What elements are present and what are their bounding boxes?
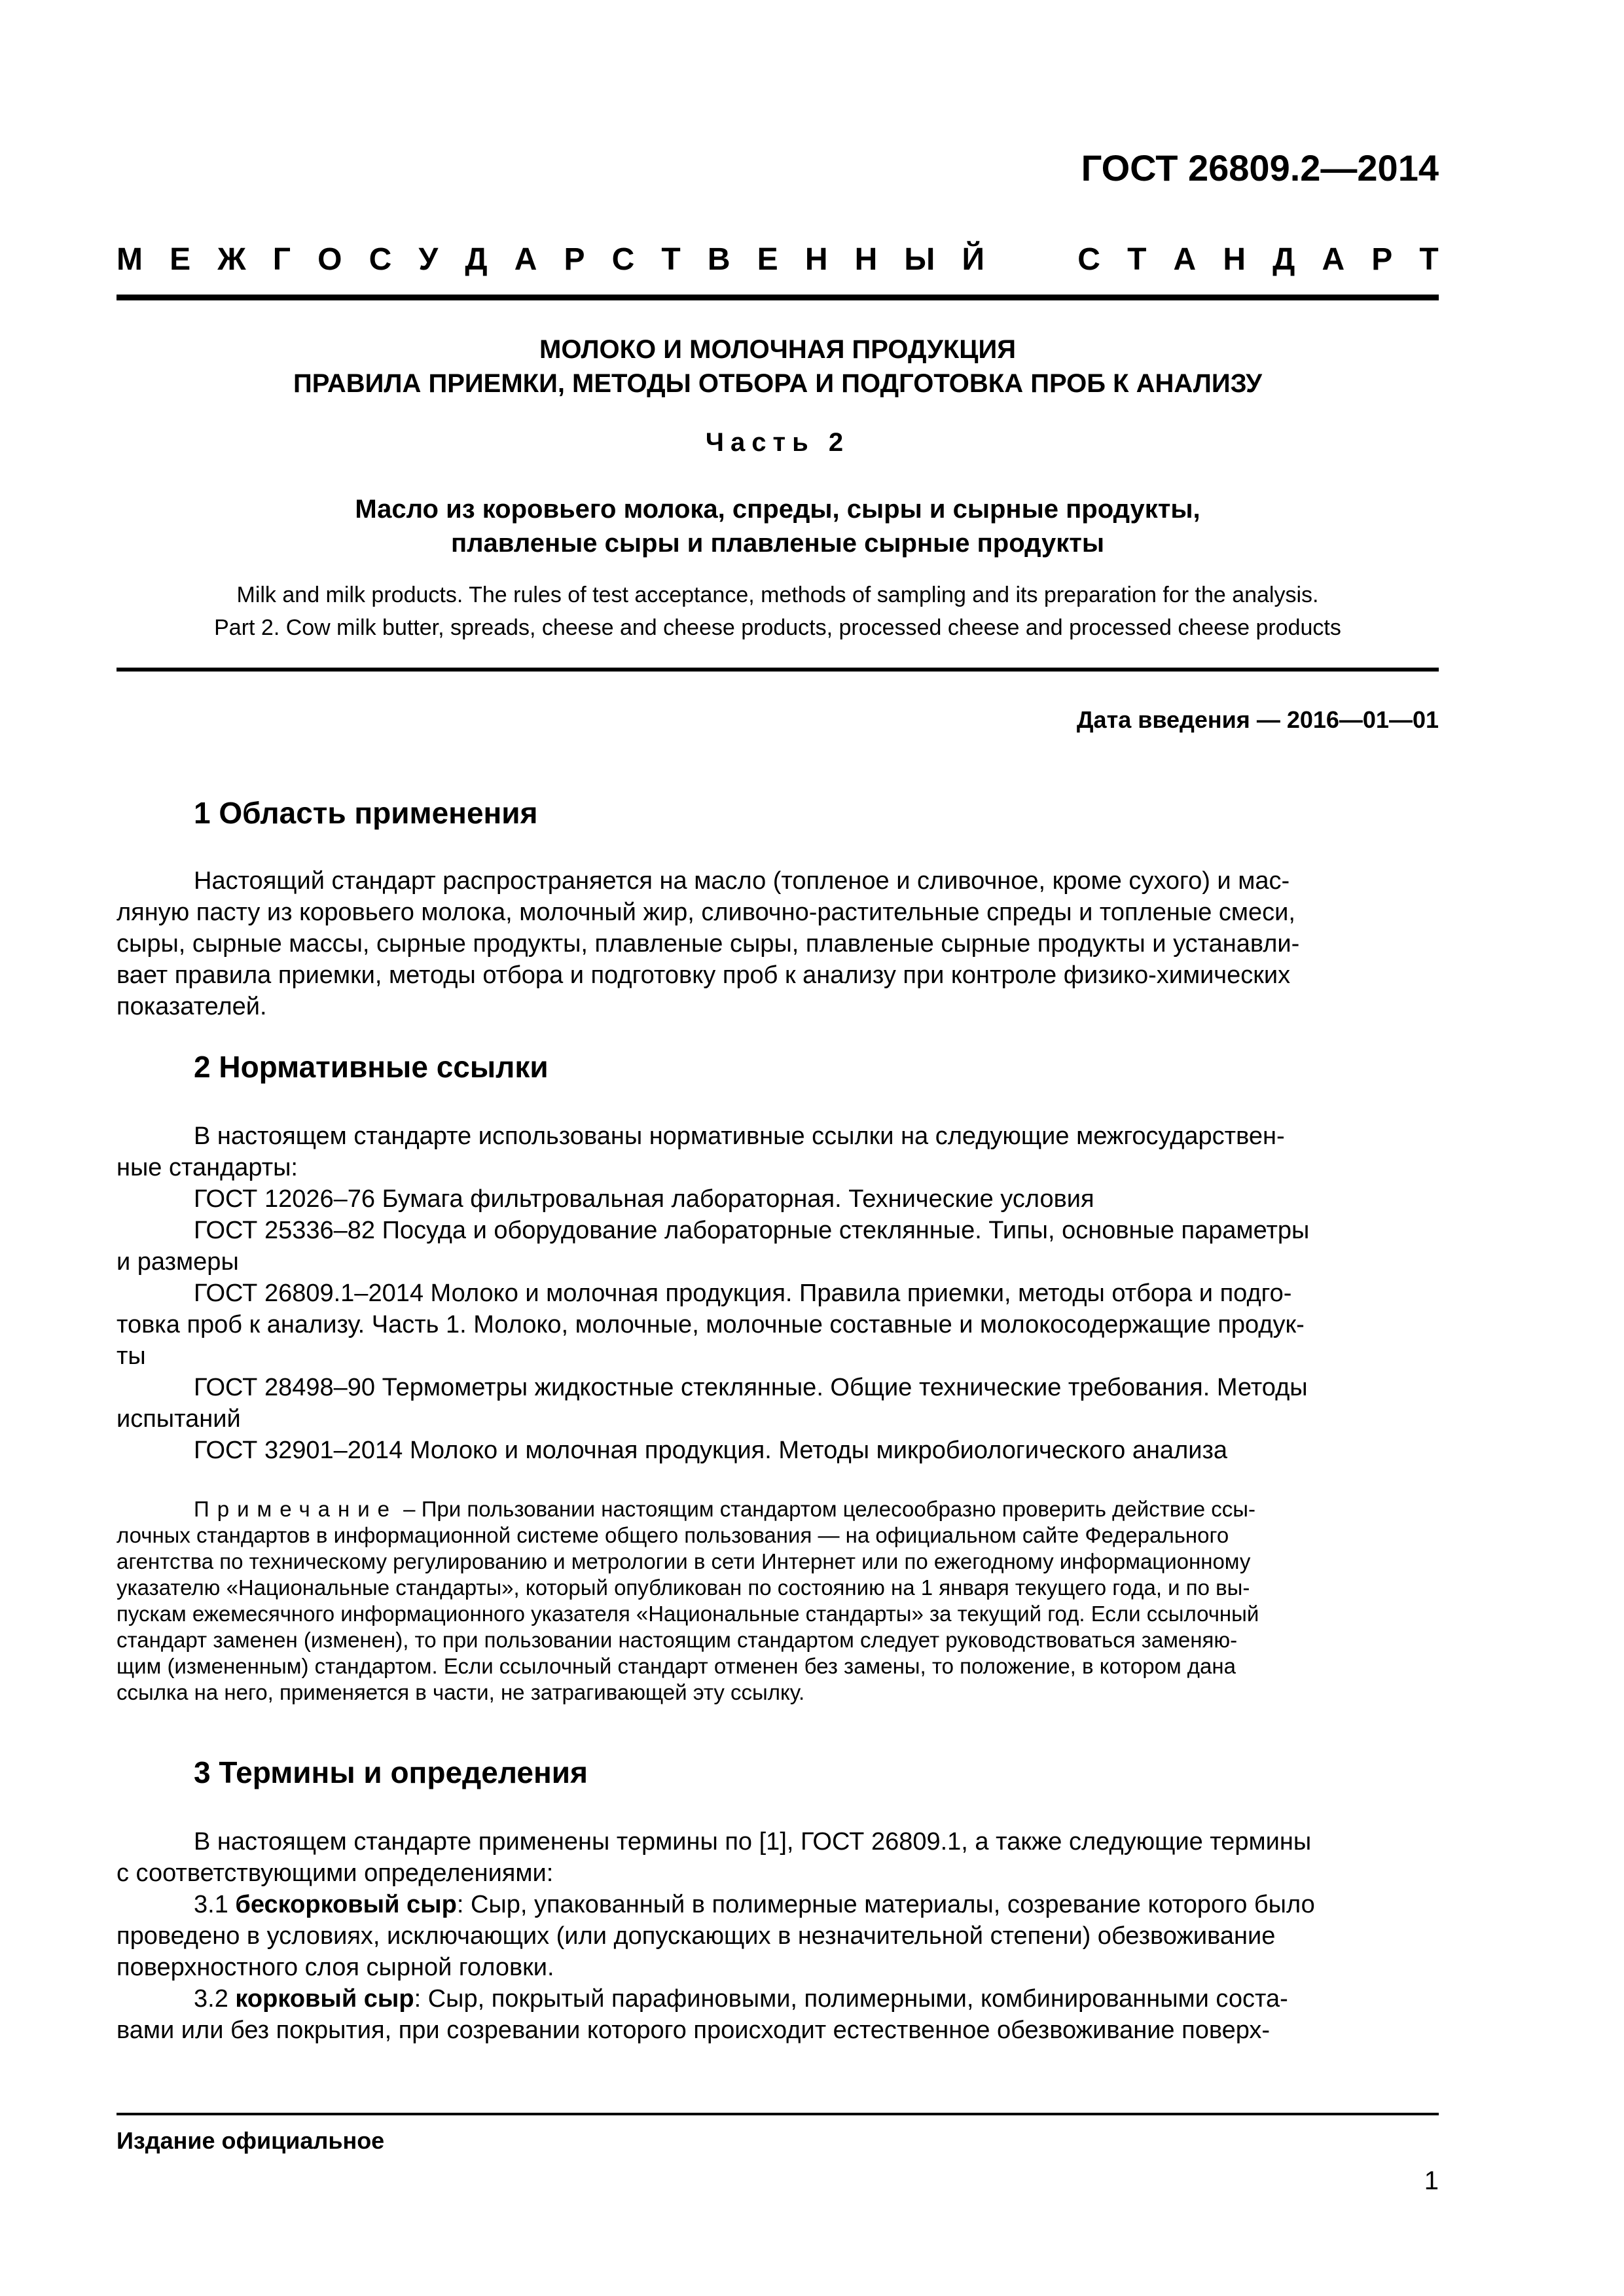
reference-line: ГОСТ 32901–2014 Молоко и молочная продукция. Методы микробиологического анализа [194, 1437, 1228, 1464]
english-title [117, 579, 1439, 644]
heading-letter: Й [962, 242, 985, 277]
reference-line: и размеры [117, 1248, 239, 1276]
term-3-1-name: бескорковый сыр [235, 1891, 457, 1918]
reference-line: ГОСТ 26809.1–2014 Молоко и молочная продукция. Правила приемки, методы отбора и подго- [194, 1280, 1292, 1307]
text-line: вает правила приемки, методы отбора и подготовку проб к анализу при контроле физико-химических [117, 961, 1291, 989]
text-line: проведено в условиях, исключающих (или допускающих в незначительной степени) обезвоживание [117, 1922, 1276, 1950]
note-line: щим (измененным) стандартом. Если ссылочный стандарт отменен без замены, то положение, в котором дана [117, 1654, 1236, 1678]
standard-code: ГОСТ 26809.2—2014 [1081, 147, 1439, 188]
heading-letter: С [369, 242, 392, 277]
reference-line: испытаний [117, 1405, 241, 1433]
text-line: вами или без покрытия, при созревании которого происходит естественное обезвоживание поверх- [117, 2017, 1271, 2044]
page-number: 1 [1424, 2166, 1439, 2195]
heading-letter: Г [272, 242, 291, 277]
heading-letter: Д [465, 242, 488, 277]
term-3-2-number: 3.2 [194, 1985, 236, 2013]
term-3-2-text: : Сыр, покрытый парафиновыми, полимерными, комбинированными соста- [414, 1985, 1288, 2013]
heading-letter: А [1173, 242, 1197, 277]
note-block [117, 1496, 1439, 1706]
title-line-1: МОЛОКО И МОЛОЧНАЯ ПРОДУКЦИЯ [539, 335, 1016, 364]
section-2-heading: 2 Нормативные ссылки [194, 1050, 549, 1084]
section-3-heading: 3 Термины и определения [194, 1755, 588, 1789]
heading-letter: А [514, 242, 537, 277]
header-rule [117, 295, 1439, 300]
heading-letter: Е [757, 242, 778, 277]
text-line: ляную пасту из коровьего молока, молочный жир, сливочно-растительные спреды и топленые смеси, [117, 899, 1295, 926]
heading-letter: Н [854, 242, 878, 277]
text-line: сыры, сырные массы, сырные продукты, плавленые сыры, плавленые сырные продукты и устанавли- [117, 930, 1300, 958]
heading-letter: Д [1272, 242, 1295, 277]
heading-letter: Т [1419, 242, 1439, 277]
introduction-date [117, 700, 1439, 740]
section-1-text [117, 865, 1439, 1022]
interstate-standard-heading [117, 237, 1439, 283]
heading-letter: Ж [217, 242, 246, 277]
note-line: ссылка на него, применяется в части, не затрагивающей эту ссылку. [117, 1680, 805, 1704]
note-first-line [117, 1496, 1439, 1522]
official-edition-label: Издание официальное [117, 2127, 385, 2154]
reference-line: товка проб к анализу. Часть 1. Молоко, молочные, молочные составные и молокосодержащие продук- [117, 1311, 1305, 1338]
term-3-2-first-line [117, 1983, 1439, 2015]
note-line: стандарт заменен (изменен), то при пользовании настоящим стандартом следует руководствоваться заменяю- [117, 1628, 1238, 1652]
note-line: агентства по техническому регулированию и метрологии в сети Интернет или по ежегодному информационному [117, 1549, 1251, 1573]
text-line: показателей. [117, 993, 267, 1020]
reference-line: ты [117, 1342, 146, 1370]
heading-letter: У [418, 242, 439, 277]
title-rule [117, 668, 1439, 672]
english-title-line-1: Milk and milk products. The rules of test acceptance, methods of sampling and its preparation for the analysis. [236, 583, 1319, 607]
heading-letter: С [611, 242, 635, 277]
text-line: Настоящий стандарт распространяется на масло (топленое и сливочное, кроме сухого) и мас- [194, 867, 1290, 895]
heading-letter: А [1322, 242, 1345, 277]
term-3-1-number: 3.1 [194, 1891, 236, 1918]
introduction-date-value: — 2016—01—01 [1256, 706, 1439, 733]
text-line: В настоящем стандарте применены термины по [1], ГОСТ 26809.1, а также следующие термины [194, 1828, 1312, 1856]
note-line: указателю «Национальные стандарты», который опубликован по состоянию на 1 января текущего года, и по вы- [117, 1575, 1250, 1600]
term-3-1-text: : Сыр, упакованный в полимерные материалы, созревание которого было [456, 1891, 1315, 1918]
note-line: лочных стандартов в информационной системе общего пользования — на официальном сайте Федерального [117, 1523, 1229, 1547]
text-line: поверхностного слоя сырной головки. [117, 1954, 554, 1981]
reference-line: ГОСТ 12026–76 Бумага фильтровальная лабораторная. Технические условия [194, 1185, 1094, 1213]
note-first-text: – При пользовании настоящим стандартом целесообразно проверить действие ссы- [397, 1497, 1255, 1521]
footer-rule [117, 2113, 1439, 2115]
heading-letter: Р [1371, 242, 1393, 277]
reference-line: ГОСТ 28498–90 Термометры жидкостные стеклянные. Общие технические требования. Методы [194, 1374, 1308, 1401]
section-2-text [117, 1121, 1439, 1466]
subtitle-line-1: Масло из коровьего молока, спреды, сыры и сырные продукты, [355, 495, 1200, 524]
note-line: пускам ежемесячного информационного указателя «Национальные стандарты» за текущий год. Если ссылочный [117, 1602, 1259, 1626]
heading-letter: Т [661, 242, 681, 277]
heading-letter: Н [804, 242, 828, 277]
heading-letter: Н [1223, 242, 1246, 277]
subtitle-line-2: плавленые сыры и плавленые сырные продукты [450, 529, 1105, 558]
heading-letter: О [317, 242, 342, 277]
introduction-date-label: Дата введения [1076, 706, 1250, 733]
heading-letter: Р [564, 242, 585, 277]
heading-letter: В [707, 242, 731, 277]
part-number: Часть 2 [705, 428, 850, 457]
english-title-line-2: Part 2. Cow milk butter, spreads, cheese and cheese products, processed cheese and processed cheese products [214, 615, 1341, 640]
heading-letter: Ы [904, 242, 935, 277]
heading-letter: М [117, 242, 143, 277]
reference-line: ГОСТ 25336–82 Посуда и оборудование лабораторные стеклянные. Типы, основные параметры [194, 1217, 1310, 1244]
term-3-1-first-line [117, 1889, 1439, 1920]
word-gap [1011, 237, 1051, 283]
heading-letter: Т [1127, 242, 1147, 277]
heading-letter: С [1077, 242, 1100, 277]
section-3-text [117, 1826, 1439, 2046]
text-line: с соответствующими определениями: [117, 1859, 554, 1887]
term-3-2-name: корковый сыр [235, 1985, 414, 2013]
section-1-heading: 1 Область применения [194, 796, 538, 830]
text-line: В настоящем стандарте использованы нормативные ссылки на следующие межгосударствен- [194, 1122, 1285, 1150]
note-label: Примечание [194, 1497, 398, 1521]
text-line: ные стандарты: [117, 1154, 298, 1181]
title-line-2: ПРАВИЛА ПРИЕМКИ, МЕТОДЫ ОТБОРА И ПОДГОТОВКА ПРОБ К АНАЛИЗУ [293, 369, 1263, 398]
heading-letter: Е [170, 242, 191, 277]
